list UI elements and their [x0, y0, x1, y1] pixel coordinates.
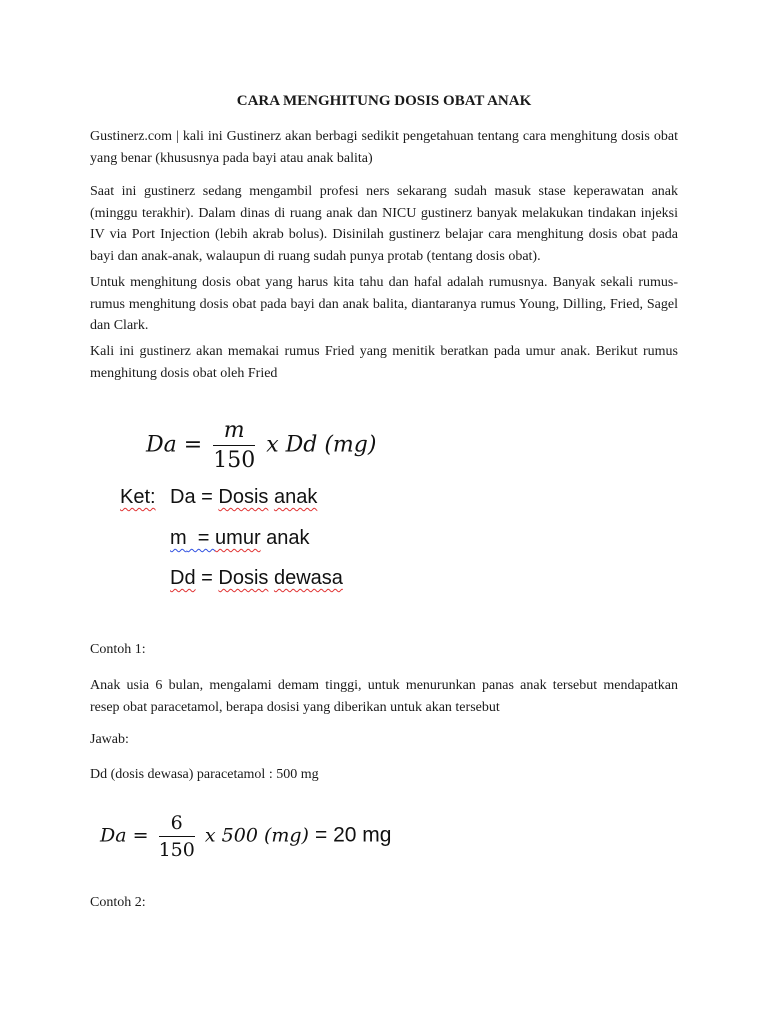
formula-fraction	[213, 418, 255, 473]
calc-numerator: 6	[170, 812, 183, 834]
example2-heading: Contoh 2:	[90, 895, 146, 910]
ket-line-da: Da = Dosis anak	[170, 486, 318, 508]
document-title: CARA MENGHITUNG DOSIS OBAT ANAK	[236, 93, 532, 109]
calc-equals: =	[132, 824, 149, 847]
ket-line-dd: Dd = Dosis dewasa	[170, 567, 343, 589]
formula-rhs: x Dd (mg)	[266, 432, 377, 458]
formula-lhs: Da	[146, 432, 177, 458]
example1-text: Anak usia 6 bulan, mengalami demam tinggi, untuk menurunkan panas anak tersebut mendapatkan resep obat paracetamol, berapa dosisi yang diberikan untuk akan tersebut	[90, 678, 678, 715]
example1-calculation	[100, 812, 391, 861]
example1-heading: Contoh 1:	[90, 642, 146, 657]
ket-label: Ket:	[120, 486, 156, 508]
formula-equals: =	[183, 432, 203, 458]
calc-fraction	[159, 812, 195, 861]
calc-lhs: Da	[100, 824, 127, 847]
ket-line-m: m = umur anak	[170, 527, 310, 549]
fried-intro-paragraph: Kali ini gustinerz akan memakai rumus Fried yang menitik beratkan pada umur anak. Berikut rumus menghitung dosis obat oleh Fried	[90, 344, 678, 381]
calc-rhs: x 500 (mg)	[204, 824, 309, 847]
formula-denominator: 150	[213, 445, 255, 473]
given-dose: Dd (dosis dewasa) paracetamol : 500 mg	[90, 767, 319, 782]
fried-formula	[146, 418, 376, 473]
background-paragraph: Saat ini gustinerz sedang mengambil profesi ners sekarang sudah masuk stase keperawatan anak (minggu terakhir). Dalam dinas di ruang anak dan NICU gustinerz banyak melakukan tindakan injeksi IV via Port Injection (lebih akrab bolus). Disinilah gustinerz belajar cara menghitung dosis obat pada bayi dan anak-anak, walaupun di ruang sudah punya protab (tentang dosis obat).	[90, 184, 678, 264]
formula-numerator: m	[223, 418, 245, 443]
calc-result: = 20 mg	[315, 823, 392, 847]
answer-label: Jawab:	[90, 732, 129, 747]
calc-denominator: 150	[159, 836, 195, 861]
intro-paragraph: Gustinerz.com | kali ini Gustinerz akan berbagi sedikit pengetahuan tentang cara menghitung dosis obat yang benar (khususnya pada bayi atau anak balita)	[90, 129, 678, 166]
formula-intro-paragraph: Untuk menghitung dosis obat yang harus kita tahu dan hafal adalah rumusnya. Banyak sekali rumus-rumus menghitung dosis obat pada bayi dan anak balita, diantaranya rumus Young, Dilling, Fried, Sagel dan Clark.	[90, 275, 678, 333]
